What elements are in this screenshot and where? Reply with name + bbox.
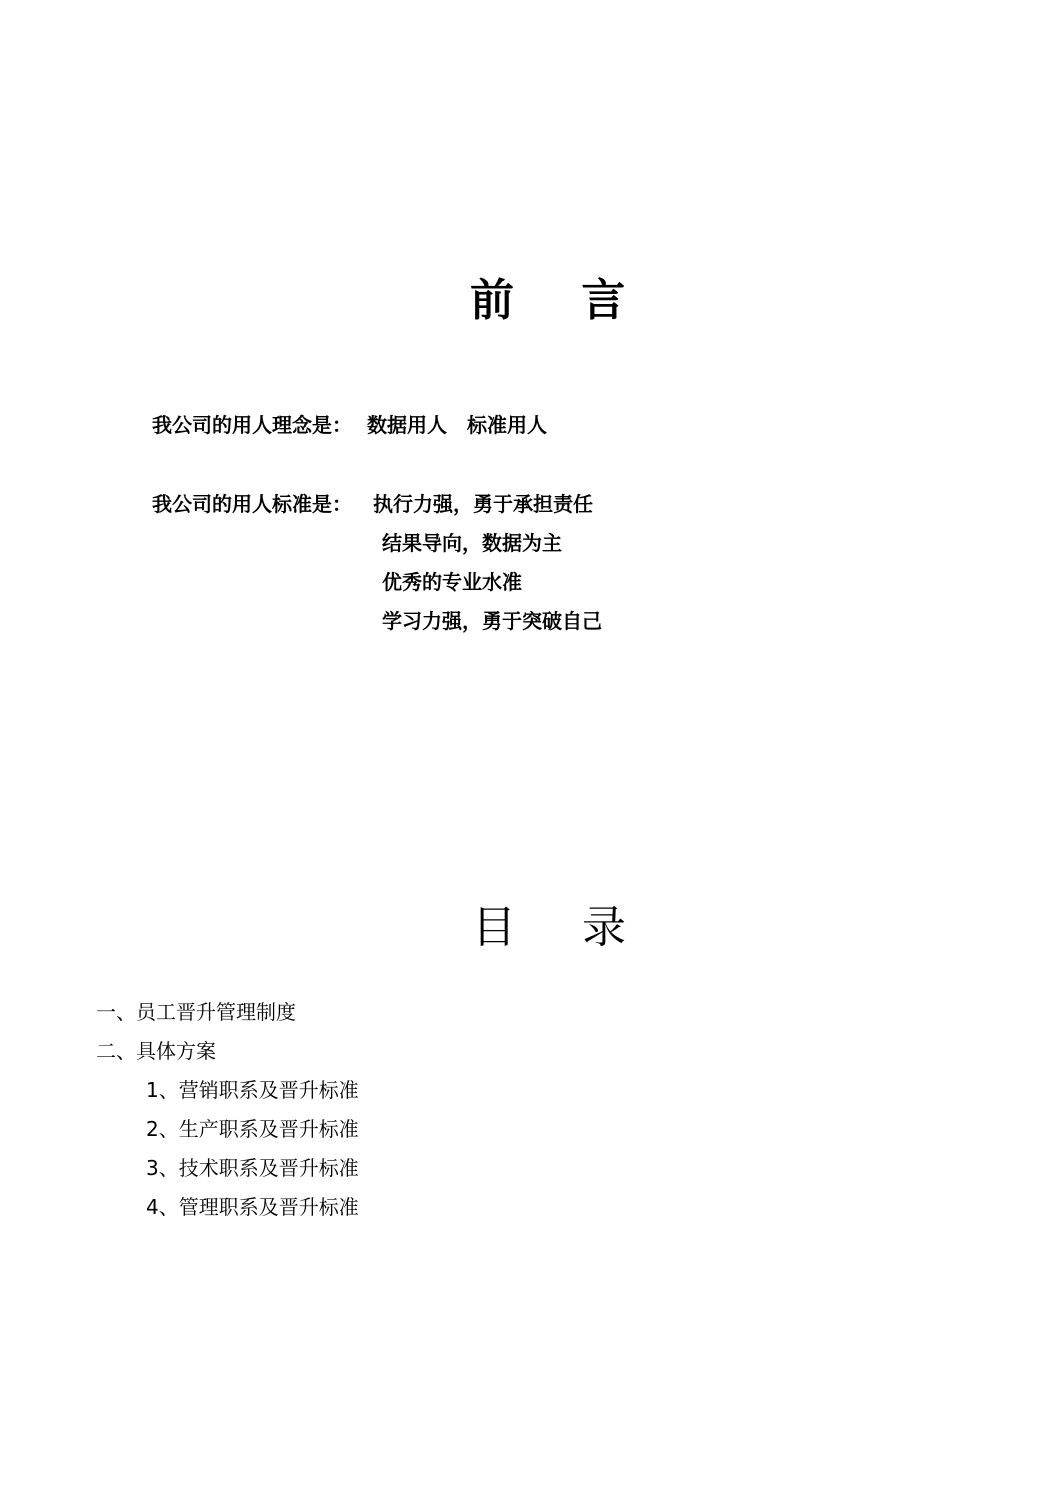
toc-title: 目 录 bbox=[472, 902, 652, 953]
standard-item: 学习力强，勇于突破自己 bbox=[382, 609, 602, 633]
standards-label: 我公司的用人标准是： bbox=[152, 492, 352, 516]
philosophy-label: 我公司的用人理念是： bbox=[152, 413, 352, 437]
toc-subitem: 4、管理职系及晋升标准 bbox=[146, 1195, 359, 1219]
toc-subitem: 1、营销职系及晋升标准 bbox=[146, 1078, 359, 1102]
preface-title: 前 言 bbox=[470, 275, 652, 326]
standard-item: 优秀的专业水准 bbox=[382, 570, 522, 594]
toc-subitem: 3、技术职系及晋升标准 bbox=[146, 1156, 359, 1180]
standard-item: 执行力强，勇于承担责任 bbox=[373, 492, 593, 516]
toc-section: 二、具体方案 bbox=[96, 1039, 216, 1063]
standard-item: 结果导向，数据为主 bbox=[382, 531, 562, 555]
toc-section: 一、员工晋升管理制度 bbox=[96, 1000, 296, 1024]
philosophy-value: 数据用人 标准用人 bbox=[367, 413, 547, 437]
toc-subitem: 2、生产职系及晋升标准 bbox=[146, 1117, 359, 1141]
